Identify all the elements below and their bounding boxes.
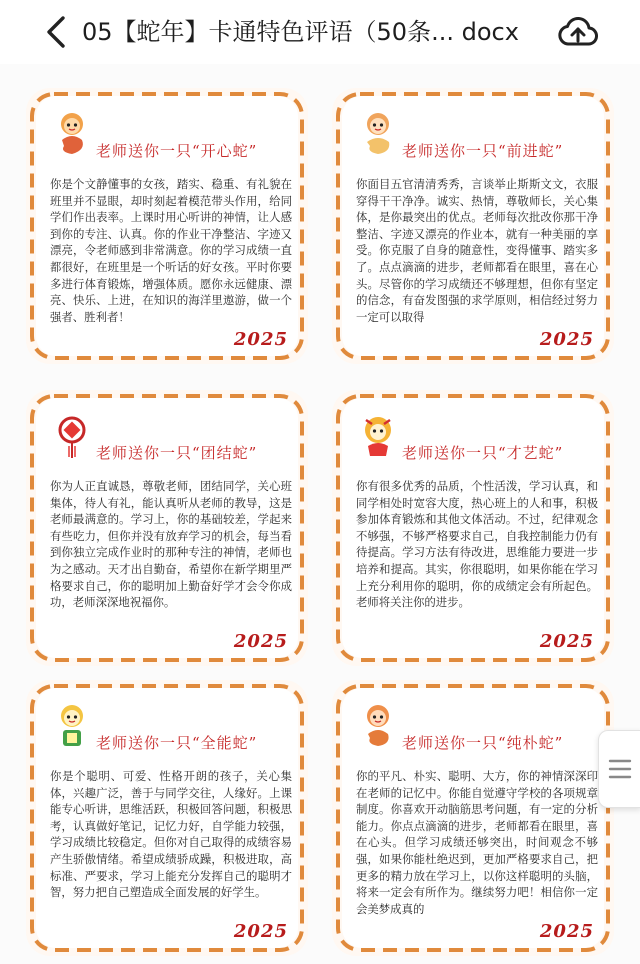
comment-card	[26, 88, 308, 364]
card-body: 你是个文静懂事的女孩，踏实、稳重、有礼貌在班里并不显眼，却时刻起着模范带头作用，给同学们作出表率。上课时用心听讲的神情，让人感到你的专注、认真。你的作业干净整洁、字迹又漂亮，令老师感到非常满意。你的学习成绩一直都很好，在班里是一个听话的好女孩。平时你要多进行体育锻炼，增强体质。愿你永远健康、漂亮、快乐、上进，在知识的海洋里遨游，做一个强者、胜利者！	[50, 177, 292, 324]
card-year: 2025	[539, 329, 594, 350]
comment-card	[332, 390, 614, 666]
top-bar	[0, 0, 640, 64]
card-title: 老师送你一只“纯朴蛇”	[402, 734, 564, 752]
card-year: 2025	[233, 329, 288, 350]
card-title: 老师送你一只“才艺蛇”	[402, 444, 564, 462]
card-year: 2025	[233, 631, 288, 652]
comment-card	[332, 88, 614, 364]
card-year: 2025	[233, 921, 288, 942]
side-menu-button[interactable]	[598, 730, 640, 808]
card-body: 你为人正直诚恳，尊敬老师，团结同学，关心班集体，待人有礼，能认真听从老师的教导，这是老师最满意的。学习上，你的基础较差，学起来有些吃力，但你并没有放弃学习的机会，每当看到你独立完成作业时的那种专注的神情，老师也为之感动。天才出自勤奋，希望你在新学期里严格要求自己，你的聪明加上勤奋好学才会令你成功，老师深深地祝福你。	[50, 479, 292, 610]
card-year: 2025	[539, 921, 594, 942]
back-button[interactable]	[38, 12, 74, 52]
document-page[interactable]	[0, 64, 640, 964]
chevron-left-icon	[45, 15, 67, 49]
document-title: 05【蛇年】卡通特色评语（50条... docx	[82, 18, 519, 46]
comment-card	[26, 680, 308, 956]
snake-mascot-icon	[358, 702, 398, 750]
snake-mascot-icon	[52, 702, 92, 750]
card-title: 老师送你一只“前进蛇”	[402, 142, 564, 160]
card-year: 2025	[539, 631, 594, 652]
snake-mascot-icon	[52, 110, 92, 158]
cloud-upload-icon	[558, 14, 598, 50]
hamburger-menu-icon	[608, 758, 632, 780]
card-body: 你面目五官清清秀秀，言谈举止斯斯文文，衣服穿得干干净净。诚实、热情，尊敬师长，关心集体，是你最突出的优点。老师每次批改你那干净整洁、字迹又漂亮的作业本，就有一种美丽的享受。你克服了自身的随意性，变得懂事、踏实多了。点点滴滴的进步，老师都看在眼里，喜在心头。尽管你的学习成绩还不够理想，但你有坚定的信念，有奋发图强的求学原则，相信经过努力一定可以取得	[356, 177, 598, 324]
comment-card	[26, 390, 308, 666]
chinese-knot-icon	[52, 412, 92, 460]
lion-dance-snake-icon	[358, 412, 398, 460]
card-title: 老师送你一只“团结蛇”	[96, 444, 258, 462]
card-body: 你的平凡、朴实、聪明、大方，你的神情深深印在老师的记忆中。你能自觉遵守学校的各项规章制度。你喜欢开动脑筋思考问题，有一定的分析能力。你点点滴滴的进步，老师都看在眼里，喜在心头。但学习成绩还够突出，时间观念不够强，如果你能杜绝迟到，更加严格要求自己，把更多的精力放在学习上，以你这样聪明的头脑，将来一定会有所作为。继续努力吧！相信你一定会美梦成真的	[356, 769, 598, 916]
card-body: 你是个聪明、可爱、性格开朗的孩子，关心集体，兴趣广泛，善于与同学交往，人缘好。上课能专心听讲，思维活跃，积极回答问题，积极思考，认真做好笔记，记忆力好，自学能力较强，学习成绩比较稳定。但你对自己取得的成绩容易产生骄傲情绪。希望成绩骄成躁，积极进取，高标准、严要求，学习上能充分发挥自己的聪明才智，努力把自己塑造成全面发展的好学生。	[50, 769, 292, 900]
cloud-upload-button[interactable]	[556, 10, 600, 54]
card-title: 老师送你一只“全能蛇”	[96, 734, 258, 752]
snake-mascot-icon	[358, 110, 398, 158]
card-title: 老师送你一只“开心蛇”	[96, 142, 258, 160]
comment-card	[332, 680, 614, 956]
card-body: 你有很多优秀的品质，个性活泼，学习认真，和同学相处时宽容大度，热心班上的人和事，积极参加体育锻炼和其他文体活动。不过，纪律观念不够强，不够严格要求自己，自我控制能力仍有待提高。学习方法有待改进，思维能力要进一步培养和提高。其实，你很聪明，如果你能在学习上充分利用你的聪明，你的成绩定会有所起色。老师将关注你的进步。	[356, 479, 598, 610]
